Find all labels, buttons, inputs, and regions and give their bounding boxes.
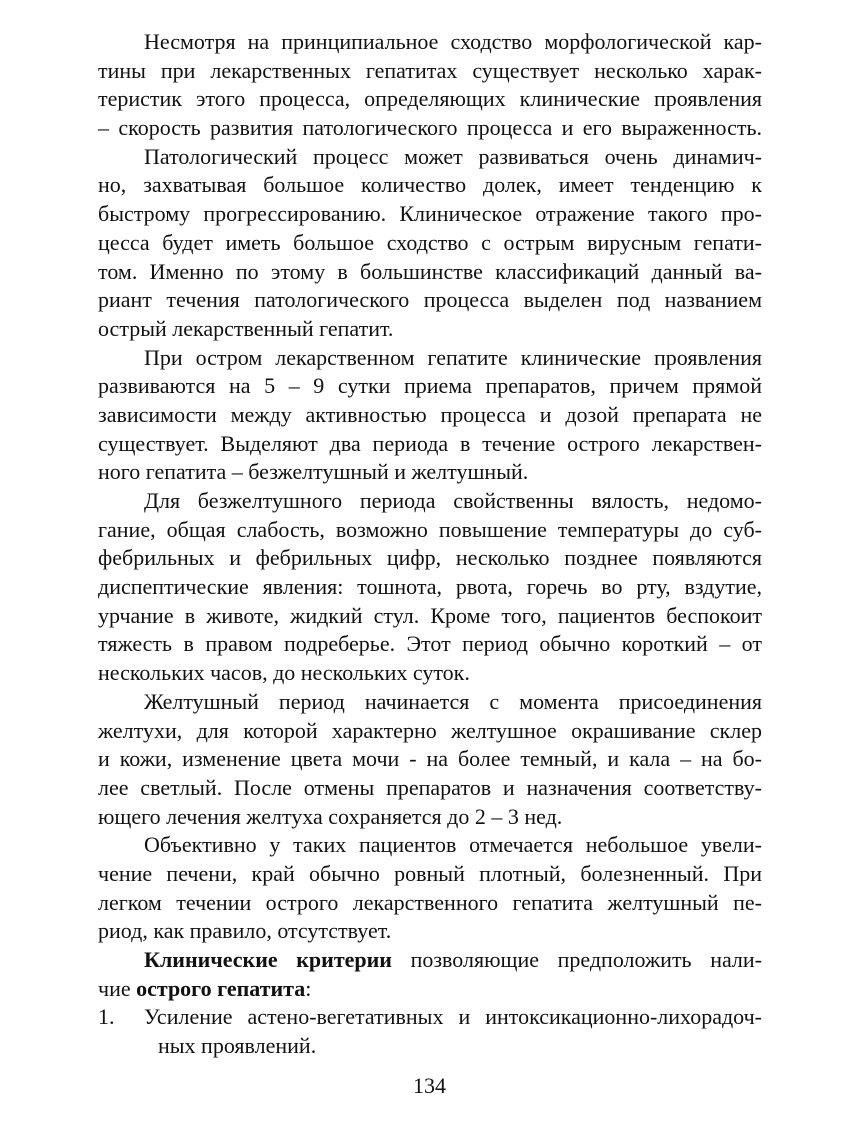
criteria-heading: Клинические критерии (144, 947, 392, 972)
text-line: ного гепатита – безжелтушный и желтушный. (98, 459, 529, 485)
text-line: – скорость развития патологического процесса и его выраженность. (98, 115, 762, 141)
text-line: гание, общая слабость, возможно повышение температуры до суб- (98, 516, 762, 542)
criteria-text: позволяющие предположить нали- (392, 947, 763, 972)
text-line: диспептические явления: тошнота, рвота, горечь во рту, вздутие, (98, 574, 762, 600)
list-number: 1. (98, 1004, 115, 1030)
text-line: нескольких часов, до нескольких суток. (98, 660, 470, 686)
paragraph (98, 688, 762, 831)
paragraph (98, 487, 762, 688)
text-line: риант течения патологического процесса выделен под названием (98, 287, 762, 313)
text-line: При остром лекарственном гепатите клинические проявления (144, 344, 762, 370)
text-line: ющего лечения желтуха сохраняется до 2 – 3 нед. (98, 803, 563, 829)
text-line: лее светлый. После отмены препаратов и назначения соответству- (98, 774, 762, 800)
criteria-paragraph (98, 946, 762, 1003)
text-line: тины при лекарственных гепатитах существует несколько харак- (98, 57, 762, 83)
text-line (98, 946, 762, 975)
text-line: риод, как правило, отсутствует. (98, 918, 392, 944)
text-line: легком течении острого лекарственного гепатита желтушный пе- (98, 889, 762, 915)
list-item (98, 1003, 762, 1060)
list-line: Усиление астено-вегетативных и интоксикационно-лихорадоч- (144, 1004, 762, 1030)
text-line: зависимости между активностью процесса и дозой препарата не (98, 401, 762, 427)
text-line (98, 975, 762, 1004)
text-line: острый лекарственный гепатит. (98, 315, 394, 341)
text-line: урчание в животе, жидкий стул. Кроме того, пациентов беспокоит (98, 602, 762, 628)
paragraph (98, 28, 762, 143)
text-line: развиваются на 5 – 9 сутки приема препаратов, причем прямой (98, 373, 762, 399)
text-line: теристик этого процесса, определяющих клинические проявления (98, 86, 762, 112)
page-number: 134 (413, 1073, 446, 1098)
text-line: существует. Выделяют два периода в течение острого лекарствен- (98, 430, 762, 456)
text-line: Патологический процесс может развиваться очень динамич- (144, 143, 762, 169)
text-line: чение печени, край обычно ровный плотный, болезненный. При (98, 860, 762, 886)
text-line: Объективно у таких пациентов отмечается небольшое увели- (144, 832, 762, 858)
paragraph (98, 143, 762, 344)
text-line: Несмотря на принципиальное сходство морфологической кар- (144, 29, 762, 54)
criteria-term: острого гепатита (136, 975, 306, 1001)
list-line: ных проявлений. (158, 1033, 317, 1059)
text-line: быстрому прогрессированию. Клиническое отражение такого про- (98, 201, 762, 227)
page-body (98, 28, 762, 1061)
text-line: и кожи, изменение цвета мочи - на более темный, и кала – на бо- (98, 746, 762, 772)
text-line: фебрильных и фебрильных цифр, несколько позднее появляются (98, 545, 762, 571)
text-line: том. Именно по этому в большинстве классификаций данный ва- (98, 258, 762, 284)
paragraph (98, 831, 762, 946)
text-line: Для безжелтушного периода свойственны вялость, недомо- (144, 488, 762, 513)
criteria-text: : (305, 975, 312, 1001)
text-line: желтухи, для которой характерно желтушное окрашивание склер (98, 717, 762, 743)
paragraph (98, 344, 762, 487)
text-line: Желтушный период начинается с момента присоединения (144, 688, 762, 714)
text-line: тяжесть в правом подреберье. Этот период обычно короткий – от (98, 631, 762, 657)
text-line: но, захватывая большое количество долек, имеет тенденцию к (98, 172, 762, 198)
text-line: цесса будет иметь большое сходство с острым вирусным гепати- (98, 229, 762, 255)
criteria-text: чие (98, 975, 137, 1001)
